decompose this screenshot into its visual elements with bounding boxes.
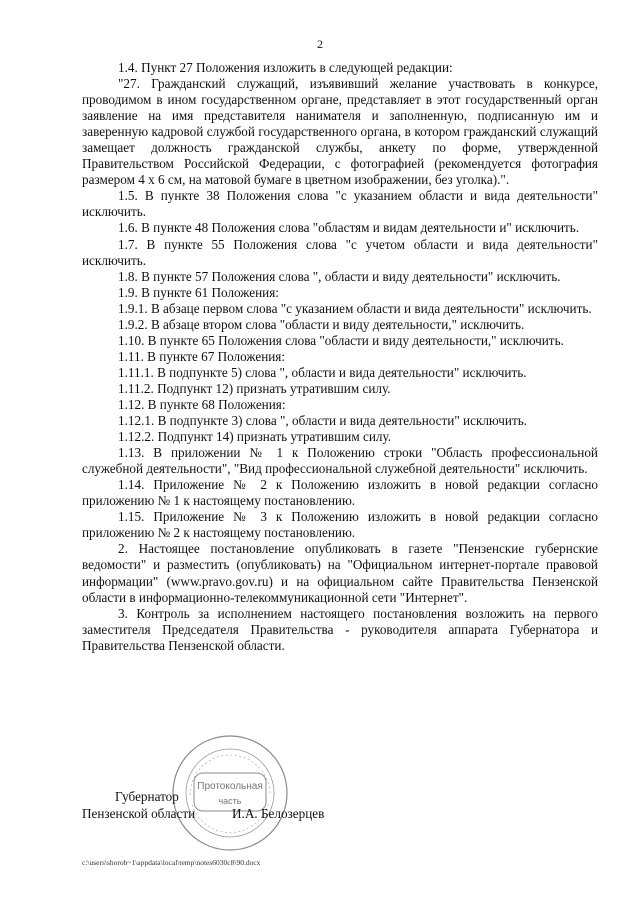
paragraph: 1.12. В пункте 68 Положения:: [118, 396, 286, 412]
paragraph: 1.5. В пункте 38 Положения слова "с указанием области и вида деятельности" исключить.: [82, 188, 598, 220]
paragraph: 1.9.2. В абзаце втором слова "области и виду деятельности," исключить.: [118, 316, 525, 332]
signatory-region: Пензенской области: [82, 806, 196, 821]
paragraph: 1.15. Приложение № 3 к Положению изложить в новой редакции согласно приложению № 2 к настоящему постановлению.: [82, 509, 598, 541]
paragraph: 1.13. В приложении № 1 к Положению строки "Область профессиональной служебной деятельности", "Вид профессиональной служебной деятельности" исключить.: [82, 445, 598, 477]
paragraph: "27. Гражданский служащий, изъявивший желание участвовать в конкурсе, проводимом в ином государственном органе, представляет в этот государственный орган заявление на имя представителя нанимателя и заполненную, подписанную им и заверенную кадровой службой государственного органа, в котором гражданский служащий замещает должность гражданской службы, анкету по форме, утвержденной Правительством Российской Федерации, с фотографией (рекомендуется фотография размером 4 х 6 см, на матовой бумаге в цветном изображении, без уголка).".: [82, 76, 598, 188]
paragraph: 1.10. В пункте 65 Положения слова "области и виду деятельности," исключить.: [118, 332, 564, 348]
paragraph: 1.7. В пункте 55 Положения слова "с учетом области и вида деятельности" исключить.: [82, 236, 598, 268]
page-number: 2: [317, 37, 323, 51]
file-path-footer: c:\users\shorob~1\appdata\local\temp\notes6030c8\90.docx: [82, 858, 261, 867]
paragraph: 1.11. В пункте 67 Положения:: [118, 348, 286, 364]
paragraph: 1.14. Приложение № 2 к Положению изложить в новой редакции согласно приложению № 1 к настоящему постановлению.: [82, 477, 598, 509]
document-body: [82, 60, 598, 654]
paragraph: 2. Настоящее постановление опубликовать в газете "Пензенские губернские ведомости" и разместить (опубликовать) на "Официальном интернет-портале правовой информации" (www.pravo.gov.ru) и на официальном сайте Правительства Пензенской области в информационно-телекоммуникационной сети "Интернет".: [82, 541, 598, 605]
paragraph: 1.11.1. В подпункте 5) слова ", области и вида деятельности" исключить.: [118, 364, 527, 380]
paragraph: 1.12.1. В подпункте 3) слова ", области и вида деятельности" исключить.: [118, 413, 528, 429]
paragraph: 1.8. В пункте 57 Положения слова ", области и виду деятельности" исключить.: [118, 268, 561, 284]
signature-block: [82, 788, 382, 838]
signatory-title: Губернатор: [115, 789, 179, 804]
stamp-label-line1: Протокольная: [197, 781, 263, 792]
paragraph: 1.9.1. В абзаце первом слова "с указанием области и вида деятельности" исключить.: [118, 300, 592, 316]
paragraph: 1.12.2. Подпункт 14) признать утратившим силу.: [118, 429, 392, 445]
stamp-label-line2: часть: [218, 796, 242, 806]
paragraph: 1.6. В пункте 48 Положения слова "областям и видам деятельности и" исключить.: [118, 220, 580, 236]
paragraph: 1.4. Пункт 27 Положения изложить в следующей редакции:: [118, 60, 453, 75]
paragraph: 1.11.2. Подпункт 12) признать утратившим силу.: [118, 380, 391, 396]
signatory-name: И.А. Белозерцев: [232, 806, 325, 821]
paragraph: 1.9. В пункте 61 Положения:: [118, 284, 279, 300]
paragraph: 3. Контроль за исполнением настоящего постановления возложить на первого заместителя Председателя Правительства - руководителя аппарата Губернатора и Правительства Пензенской области.: [82, 605, 598, 653]
